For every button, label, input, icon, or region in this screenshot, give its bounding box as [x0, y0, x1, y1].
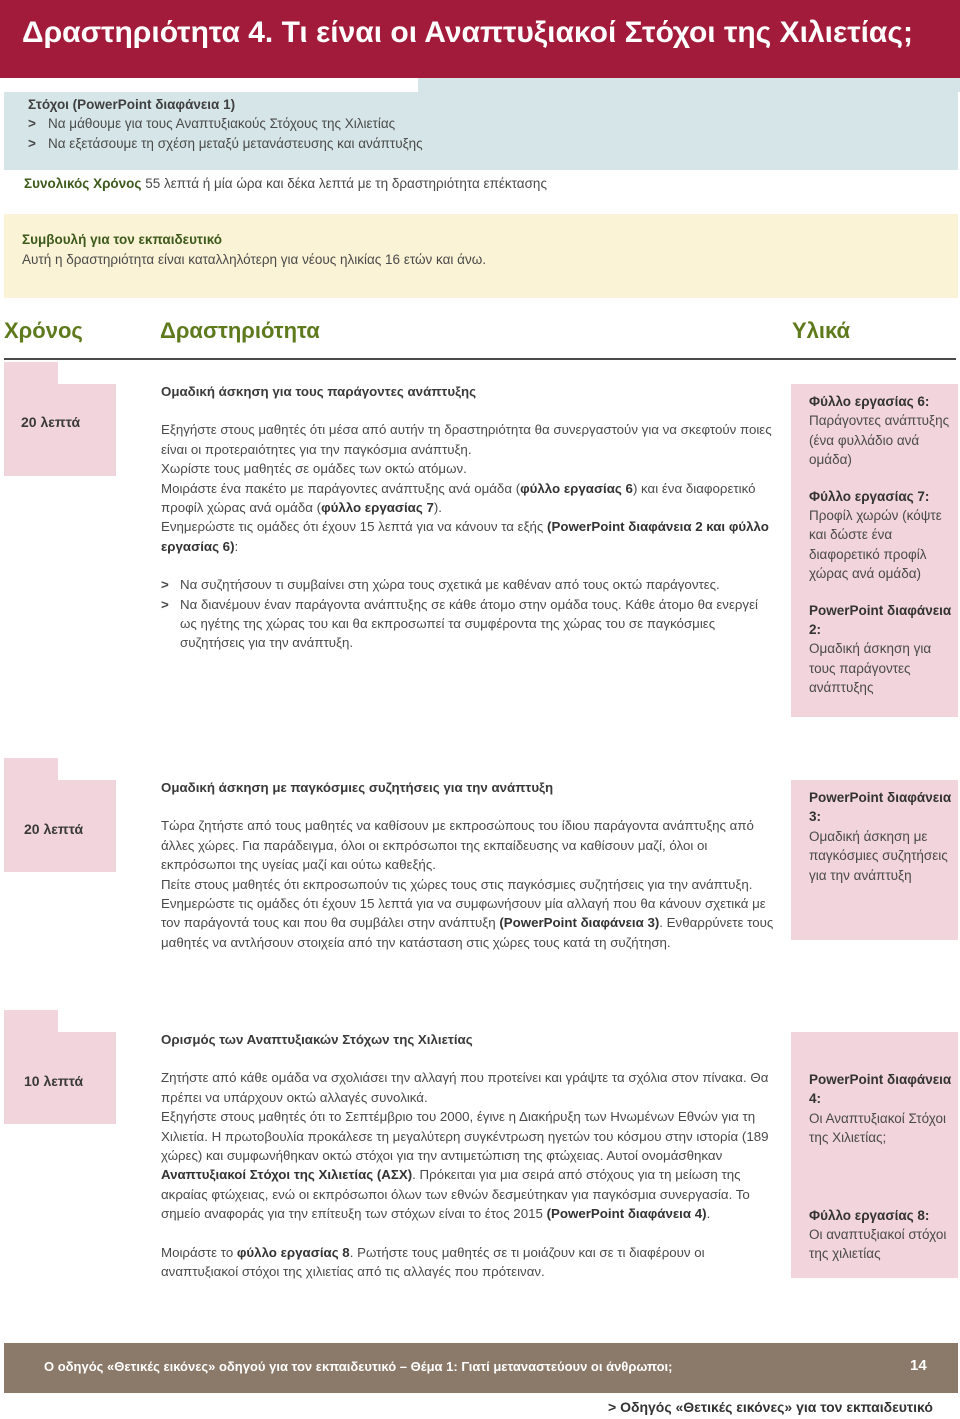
page-number: 14 [910, 1357, 927, 1374]
bullet-item: > Να συζητήσουν τι συμβαίνει στη χώρα τους σχετικά με καθέναν από τους οκτώ παράγοντες. [161, 575, 776, 594]
page-title: Δραστηριότητα 4. Τι είναι οι Αναπτυξιακοί Στόχοι της Χιλιετίας; [22, 16, 913, 49]
activity-paragraph: Τώρα ζητήστε από τους μαθητές να καθίσουν με εκπροσώπους του ίδιου παράγοντα ανάπτυξης από άλλες χώρες. Για παράδειγμα, όλοι οι εκπρόσωποι της εκπαίδευσης να καθίσουν μαζί, όλοι οι εκπρόσωποι της υγείας μαζί και ούτω καθεξής. [161, 818, 754, 873]
activity-paragraph: Πείτε στους μαθητές ότι εκπροσωπούν τις χώρες τους στις παγκόσμιες συζητήσεις για την ανάπτυξη. Ενημερώστε τις ομάδες ότι έχουν 15 λεπτά για να συμφωνήσουν μία αλλαγή που θα κάνουν σχετικά με τον παράγοντά τους και που θα συμβάλει στην ανάπτυξη (PowerPoint διαφάνεια 3). Ενθαρρύνετε τους μαθητές να αντλήσουν στοιχεία από την κατάσταση στις χώρες τους κατά τη συζήτηση. [161, 876, 774, 950]
bullet-marker: > [28, 136, 36, 151]
page-footer [4, 1343, 958, 1393]
material-heading: PowerPoint διαφάνεια 2: [809, 602, 952, 638]
time-tab [4, 1010, 58, 1032]
material-heading: Φύλλο εργασίας 6: [809, 394, 930, 409]
tip-heading: Συμβουλή για τον εκπαιδευτικό [22, 232, 223, 247]
bullet-marker: > [28, 116, 36, 131]
time-tab [4, 362, 58, 384]
title-stripe [418, 78, 960, 92]
tip-text: Αυτή η δραστηριότητα είναι καταλληλότερη για νέους ηλικίας 16 ετών και άνω. [22, 252, 487, 267]
materials-cell [791, 384, 958, 717]
material-text: Προφίλ χωρών (κόψτε και δώστε ένα διαφορετικό προφίλ χώρας ανά ομάδα) [809, 508, 942, 582]
material-heading: Φύλλο εργασίας 7: [809, 488, 930, 504]
goal-item: > Να εξετάσουμε τη σχέση μεταξύ μετανάστευσης και ανάπτυξης [28, 134, 958, 154]
material-text: Ομαδική άσκηση με παγκόσμιες συζητήσεις για την ανάπτυξη [809, 828, 948, 883]
material-heading: Φύλλο εργασίας 8: [809, 1207, 930, 1223]
time-tab [4, 758, 58, 780]
teacher-tip-box [4, 214, 958, 298]
activity-section [161, 778, 776, 952]
activity-title: Ορισμός των Αναπτυξιακών Στόχων της Χιλιετίας [161, 1032, 473, 1047]
activity-paragraph: Μοιράστε ένα πακέτο με παράγοντες ανάπτυξης ανά ομάδα (φύλλο εργασίας 6) και ένα διαφορετικό προφίλ χώρας ανά ομάδα (φύλλο εργασίας 7). [161, 480, 756, 516]
footer-text: Ο οδηγός «Θετικές εικόνες» οδηγού για τον εκπαιδευτικό – Θέμα 1: Γιατί μεταναστεύουν οι άνθρωποι; [44, 1359, 673, 1374]
activity-title: Ομαδική άσκηση για τους παράγοντες ανάπτυξης [161, 384, 477, 399]
material-text: Οι αναπτυξιακοί στόχοι της χιλιετίας [809, 1227, 947, 1262]
total-time-text: 55 λεπτά ή μία ώρα και δέκα λεπτά με τη δραστηριότητα επέκτασης [141, 176, 547, 191]
materials-cell [791, 1032, 958, 1278]
activity-paragraph: Χωρίστε τους μαθητές σε ομάδες των οκτώ ατόμων. [161, 461, 467, 477]
total-time [24, 176, 547, 191]
goals-box [4, 92, 958, 170]
activity-paragraph: Ζητήστε από κάθε ομάδα να σχολιάσει την αλλαγή που προτείνει και γράψτε τα σχόλια στον πίνακα. Θα πρέπει να υπάρχουν οκτώ αλλαγές συνολικά. [161, 1070, 769, 1105]
column-heading-materials: Υλικά [792, 318, 851, 343]
activity-section [161, 382, 776, 653]
materials-cell [791, 780, 958, 940]
column-heading-time: Χρόνος [4, 318, 83, 343]
material-heading: PowerPoint διαφάνεια 3: [809, 790, 952, 825]
heading-divider [4, 358, 956, 360]
activity-paragraph: Μοιράστε το φύλλο εργασίας 8. Ρωτήστε τους μαθητές σε τι μοιάζουν και σε τι διαφέρουν οι αναπτυξιακοί στόχοι της χιλιετίας από τις αλλαγές που πρότειναν. [161, 1244, 705, 1280]
activity-title: Ομαδική άσκηση με παγκόσμιες συζητήσεις για την ανάπτυξη [161, 780, 554, 795]
material-text: Οι Αναπτυξιακοί Στόχοι της Χιλιετίας; [809, 1110, 946, 1146]
activity-paragraph: Ενημερώστε τις ομάδες ότι έχουν 15 λεπτά για να κάνουν τα εξής (PowerPoint διαφάνεια 2 και φύλλο εργασίας 6): [161, 519, 769, 554]
bullet-marker: > [161, 596, 169, 612]
activity-paragraph: Εξηγήστε στους μαθητές ότι μέσα από αυτήν τη δραστηριότητα θα συνεργαστούν για να σκεφτούν ποιες είναι οι προτεραιότητες για την παγκόσμια ανάπτυξη. [161, 422, 772, 457]
column-heading-activity: Δραστηριότητα [160, 318, 320, 343]
goal-item: > Να μάθουμε για τους Αναπτυξιακούς Στόχους της Χιλιετίας [28, 114, 958, 134]
time-label: 20 λεπτά [24, 821, 84, 837]
time-label: 10 λεπτά [24, 1073, 84, 1089]
material-heading: PowerPoint διαφάνεια 4: [809, 1072, 952, 1107]
material-text: Ομαδική άσκηση για τους παράγοντες ανάπτυξης [809, 641, 932, 696]
total-time-label: Συνολικός Χρόνος [24, 176, 142, 191]
title-bar [0, 0, 960, 78]
goals-heading: Στόχοι (PowerPoint διαφάνεια 1) [28, 97, 236, 112]
time-label: 20 λεπτά [21, 414, 81, 430]
bullet-item: > Να διανέμουν έναν παράγοντα ανάπτυξης σε κάθε άτομο στην ομάδα τους. Κάθε άτομο θα ενεργεί ως ηγέτης της χώρας του και θα εκπροσωπεί τα συμφέροντα της χώρας του σε παγκόσμιες συζητήσεις για την ανάπτυξη. [161, 595, 776, 653]
material-text: Παράγοντες ανάπτυξης (ένα φυλλάδιο ανά ομάδα) [809, 413, 950, 468]
bullet-marker: > [161, 577, 169, 593]
activity-paragraph: Εξηγήστε στους μαθητές ότι το Σεπτέμβριο του 2000, έγινε η Διακήρυξη των Ηνωμένων Εθνών για τη Χιλιετία. Η πρωτοβουλία προκάλεσε τη μεγαλύτερη συγκέντρωση ηγετών του κόσμου στην ιστορία (189 χώρες) και συμφωνήθηκαν οκτώ στόχοι για την αντιμετώπιση της φτώχειας. Αυτοί ονομάσθηκαν Αναπτυξιακοί Στόχοι της Χιλιετίας (ΑΣΧ). Πρόκειται για μια σειρά από στόχους για τη μείωση της ακραίας φτώχειας, ενώ οι εκπρόσωποι όλων των εθνών δεσμεύτηκαν για παγκόσμια συνεργασία. Το σημείο αναφοράς για την επίτευξη των στόχων είναι το έτος 2015 (PowerPoint διαφάνεια 4). [161, 1109, 769, 1222]
guide-link: > Οδηγός «Θετικές εικόνες» για τον εκπαιδευτικό [608, 1399, 933, 1415]
activity-section [161, 1030, 776, 1281]
time-cell [4, 384, 116, 476]
